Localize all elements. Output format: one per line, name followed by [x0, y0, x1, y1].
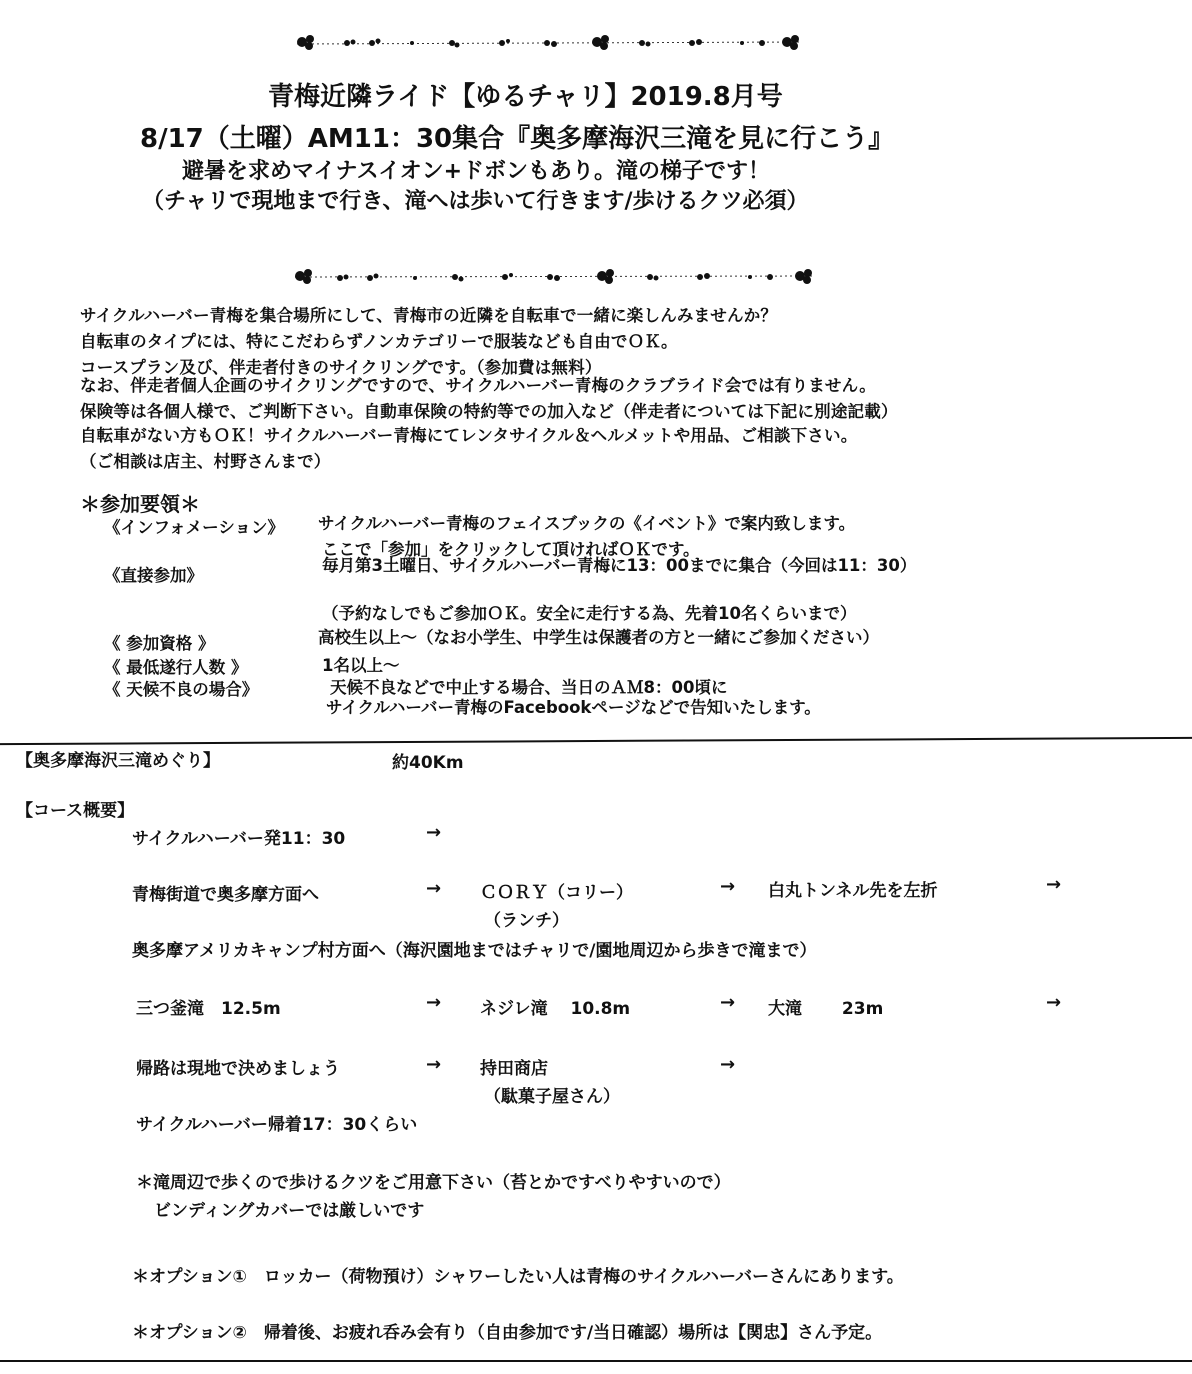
- course-step-note: （ランチ）: [484, 911, 569, 931]
- event-subtitle: 8/17（土曜）AM11：30集合『奥多摩海沢三滝を見に行こう』: [140, 124, 895, 154]
- arrow-icon: →: [720, 876, 736, 897]
- divider-line: [0, 1360, 1192, 1362]
- weather-value: 天候不良などで中止する場合、当日のＡＭ8：00頃に: [330, 678, 728, 697]
- course-end: サイクルハーバー帰着17：30くらい: [136, 1115, 418, 1135]
- minimum-value: 1名以上～: [322, 656, 400, 675]
- arrow-icon: →: [426, 822, 442, 843]
- tagline-2: （チャリで現地まで行き、滝へは歩いて行きます/歩けるクツ必須）: [142, 189, 809, 214]
- arrow-icon: →: [1046, 992, 1062, 1013]
- arrow-icon: →: [720, 1054, 736, 1075]
- course-shop-note: （駄菓子屋さん）: [484, 1087, 620, 1107]
- intro-line: 自転車がない方もＯＫ！サイクルハーバー青梅にてレンタサイクル＆ヘルメットや用品、ご相談下さい。: [80, 426, 858, 445]
- course-start: サイクルハーバー発11：30: [132, 829, 346, 849]
- direct-label: 《直接参加》: [104, 566, 203, 585]
- intro-line: 保険等は各個人様で、ご判断下さい。自動車保険の特約等での加入など（伴走者については下記に別途記載）: [80, 402, 898, 421]
- weather-label: 《 天候不良の場合》: [104, 680, 259, 699]
- intro-line: （ご相談は店主、村野さんまで）: [80, 452, 331, 471]
- intro-line: コースプラン及び、伴走者付きのサイクリングです。（参加費は無料）: [80, 358, 602, 377]
- page-title: 青梅近隣ライド【ゆるチャリ】2019.8月号: [268, 82, 783, 112]
- intro-line: 自転車のタイプには、特にこだわらずノンカテゴリーで服装なども自由でＯＫ。: [80, 332, 678, 351]
- waterfall-2: ネジレ滝 10.8m: [480, 999, 631, 1019]
- course-shop: 持田商店: [480, 1059, 548, 1079]
- info-value: サイクルハーバー青梅のフェイスブックの《イベント》で案内致します。: [318, 514, 856, 533]
- weather-value: サイクルハーバー青梅のFacebookページなどで告知いたします。: [326, 698, 821, 717]
- arrow-icon: →: [426, 992, 442, 1013]
- course-step: ＣＯＲＹ（コリー）: [480, 883, 633, 903]
- clover-ornament-middle-icon: [290, 266, 820, 288]
- info-value: ここで「参加」をクリックして頂ければＯＫです。: [322, 540, 700, 559]
- option-2: ＊オプション② 帰着後、お疲れ呑み会有り（自由参加です/当日確認）場所は【関忠】さん予定。: [132, 1323, 883, 1343]
- waterfall-1: 三つ釜滝 12.5m: [136, 999, 281, 1019]
- requirements-heading: ＊参加要領＊: [80, 492, 200, 516]
- intro-line: サイクルハーバー青梅を集合場所にして、青梅市の近隣を自転車で一緒に楽しんみませんか？: [80, 306, 778, 325]
- course-return: 帰路は現地で決めましょう: [136, 1059, 340, 1079]
- course-step: 白丸トンネル先を左折: [768, 881, 938, 901]
- clover-ornament-top-icon: [292, 32, 804, 54]
- arrow-icon: →: [426, 1054, 442, 1075]
- info-label: 《インフォメーション》: [104, 518, 285, 537]
- divider-line: [0, 737, 1192, 745]
- minimum-label: 《 最低遂行人数 》: [104, 658, 248, 677]
- direct-value: 毎月第3土曜日、サイクルハーバー青梅に13：00までに集合（今回は11：30）: [322, 556, 917, 575]
- route-name: 【奥多摩海沢三滝めぐり】: [16, 751, 220, 771]
- shoes-note: ビンディングカバーでは厳しいです: [154, 1201, 425, 1221]
- course-step: 青梅街道で奥多摩方面へ: [132, 885, 319, 905]
- arrow-icon: →: [1046, 874, 1062, 895]
- arrow-icon: →: [720, 992, 736, 1013]
- course-step: 奥多摩アメリカキャンプ村方面へ（海沢園地まではチャリで/園地周辺から歩きで滝まで）: [132, 941, 817, 961]
- intro-line: なお、伴走者個人企画のサイクリングですので、サイクルハーバー青梅のクラブライド会では有りません。: [80, 376, 876, 395]
- option-1: ＊オプション① ロッカー（荷物預け）シャワーしたい人は青梅のサイクルハーバーさんにあります。: [132, 1267, 904, 1287]
- qualification-value: 高校生以上～（なお小学生、中学生は保護者の方と一緒にご参加ください）: [318, 628, 879, 647]
- waterfall-3: 大滝 23m: [768, 999, 884, 1019]
- tagline-1: 避暑を求めマイナスイオン+ドボンもあり。滝の梯子です！: [182, 159, 771, 184]
- course-overview-label: 【コース概要】: [16, 801, 135, 821]
- direct-value: （予約なしでもご参加ＯＫ。安全に走行する為、先着10名くらいまで）: [322, 604, 857, 623]
- shoes-note: ＊滝周辺で歩くので歩けるクツをご用意下さい（苔とかですべりやすいので）: [136, 1173, 731, 1193]
- qualification-label: 《 参加資格 》: [104, 634, 215, 653]
- route-distance: 約40Km: [392, 753, 464, 773]
- arrow-icon: →: [426, 878, 442, 899]
